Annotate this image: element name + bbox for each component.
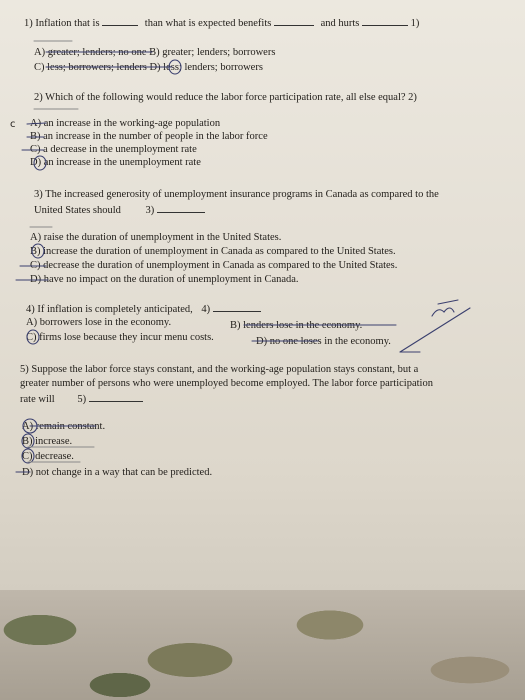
q2-option-a: A) an increase in the working-age population xyxy=(30,118,221,129)
q4-blank xyxy=(213,302,261,312)
q3-option-d: D) have no impact on the duration of unemployment in Canada. xyxy=(30,274,299,285)
q5-option-a: A) remain constant. xyxy=(22,421,106,432)
q4-option-c: C) firms lose because they incur menu costs. xyxy=(26,332,214,343)
q1-stem-a: 1) Inflation that is xyxy=(24,18,100,29)
q4-stem xyxy=(26,302,261,316)
q1-blank-1 xyxy=(102,16,138,26)
q3-stem-line1: 3) The increased generosity of unemployment insurance programs in Canada as compared to the xyxy=(34,189,439,200)
q1-options-ab: A) greater; lenders; no one B) greater; lenders; borrowers xyxy=(34,47,276,58)
q5-stem-line3-text: rate will xyxy=(20,394,55,405)
q1-stem-c: and hurts xyxy=(320,18,360,29)
q5-number: 5) xyxy=(77,394,87,405)
q3-option-b: B) increase the duration of unemployment in Canada as compared to the United States. xyxy=(30,246,396,257)
fabric-background xyxy=(0,590,525,700)
q2-option-c: C) a decrease in the unemployment rate xyxy=(30,144,197,155)
q3-option-a: A) raise the duration of unemployment in the United States. xyxy=(30,232,282,243)
q4-number: 4) xyxy=(201,304,211,315)
q2-stem: 2) Which of the following would reduce the labor force participation rate, all else equal? 2) xyxy=(34,92,417,103)
q5-option-d: D) not change in a way that can be predicted. xyxy=(22,467,213,478)
q2-option-d: D) an increase in the unemployment rate xyxy=(30,157,201,168)
q5-option-b: B) increase. xyxy=(22,436,73,447)
q3-blank xyxy=(157,203,205,213)
q1-stem-b: than what is expected benefits xyxy=(144,18,272,29)
q4-option-b: B) lenders lose in the economy. xyxy=(230,320,363,331)
q5-stem-line2: greater number of persons who were unemployed become employed. The labor force participation xyxy=(20,378,433,389)
q2-option-b: B) an increase in the number of people in the labor force xyxy=(30,131,268,142)
q4-stem-text: 4) If inflation is completely anticipated, xyxy=(26,304,193,315)
q3-option-c: C) decrease the duration of unemployment in Canada as compared to the United States. xyxy=(30,260,398,271)
q3-stem-line2-text: United States should xyxy=(34,205,121,216)
q4-option-a: A) borrowers lose in the economy. xyxy=(26,317,172,328)
q2-margin-mark: c xyxy=(10,119,16,130)
q3-number: 3) xyxy=(145,205,155,216)
q5-stem-line3 xyxy=(20,392,143,406)
q4-option-d: D) no one loses in the economy. xyxy=(256,336,391,347)
q3-stem-line2 xyxy=(34,203,205,217)
q5-stem-line1: 5) Suppose the labor force stays constant, and the working-age population stays constant, but a xyxy=(20,364,419,375)
q1-stem-d: 1) xyxy=(410,18,420,29)
q1-options-cd: C) less; borrowers; lenders D) less; lenders; borrowers xyxy=(34,62,263,73)
q5-option-c: C) decrease. xyxy=(22,451,74,462)
q1-blank-3 xyxy=(362,16,408,26)
q1-blank-2 xyxy=(274,16,314,26)
q5-blank xyxy=(89,392,143,402)
q1-stem xyxy=(24,16,419,30)
